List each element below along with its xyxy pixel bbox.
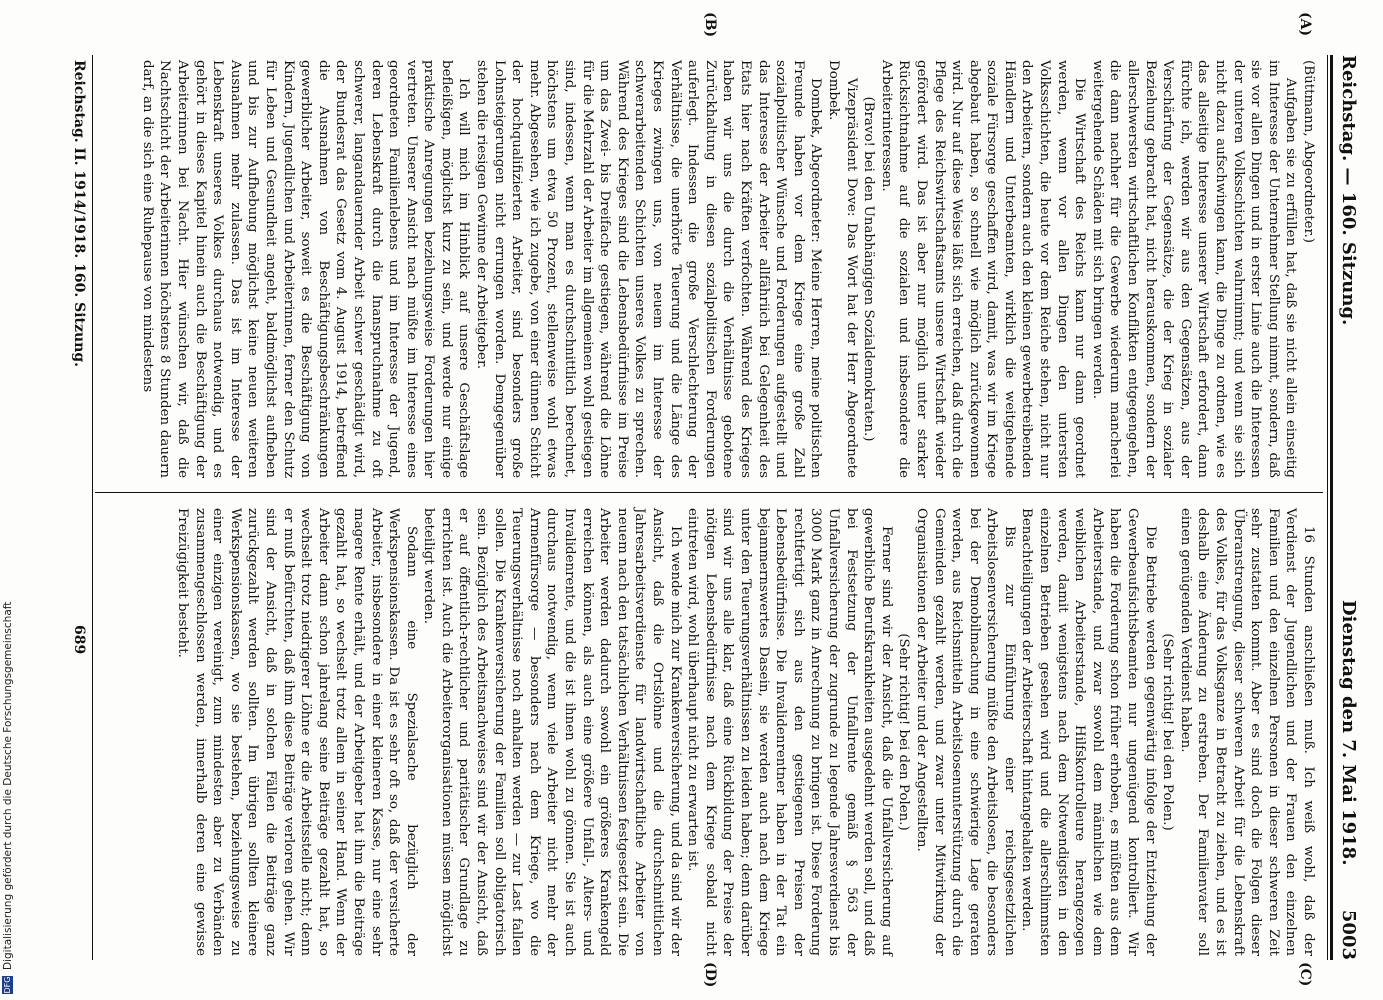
- footer-page-number: 689: [71, 625, 87, 655]
- paragraph: Die Betriebe werden gegenwärtig infolge der Entziehung der Gewerbeaufsichtsbeamten nur ungenügend kontrolliert. Wir haben die Forderung schon früher erhoben, es müßten aus dem Arbeiterstande, und zwar sowohl dem männlichen wie dem weiblichen Arbeiterstande, Hilfskontrolleure herangezogen werden, damit wenigstens nach dem Notwendigsten in den einzelnen Betrieben gesehen wird und die allerschlimmsten Benachteiligungen der Arbeiterschaft hintangehalten werden.: [1019, 508, 1158, 956]
- margin-mark-c: (C): [1297, 962, 1313, 987]
- dfg-logo: DFG: [3, 976, 12, 994]
- paragraph: Die Wirtschaft des Reichs kann nur dann geordnet werden, wenn vor allen Dingen den untersten Volksschichten, die heute vor dem Reiche stehen, nicht nur den Arbeitern, sondern auch den kleinen gewerbetreibenden Händlern und Unterbeamten, wirklich die weitgehende soziale Fürsorge geschaffen wird, damit, was wir im Kriege abgebaut haben, so schnell wie möglich zurückgewonnen wird. Nur auf diese Weise läßt sich erreichen, daß durch die Pflege des Reichswirtschaftsamts unsere Wirtschaft wieder gefördert wird. Das ist aber nur möglich unter starker Rücksichtnahme auf die sozialen und insbesondere die Arbeiterinteressen.: [878, 60, 1088, 478]
- paragraph: Ferner sind wir der Ansicht, daß die Unfallversicherung auf gewerbliche Berufskrankheiten ausgedehnt werden soll, und daß bei Festsetzung der Unfallrente gemäß § 563 der Unfallversicherung der zugrunde zu legende Jahresverdienst bis 3000 Mark ganz in Anrechnung zu bringen ist. Diese Forderung rechtfertigt sich aus den gestiegenen Preisen der Lebensbedürfnisse. Die Invalidenrentner haben in der Tat ein bejammernswertes Dasein, sie werden auch nach dem Kriege unter den Teuerungsverhältnissen zu leiden haben; denn darüber sind wir uns alle klar, daß eine Rückbildung der Preise der nötigen Lebensbedürfnisse nach dem Kriege sobald nicht eintreten wird, wohl überhaupt nicht zu erwarten ist.: [685, 508, 894, 956]
- credit-text: Digitalisierung gefördert durch die Deutsche Forschungsgemeinschaft: [2, 601, 14, 970]
- paragraph: Ich will mich im Hinblick auf unsere Geschäftslage befleißigen, möglichst kurz zu sein, und werde nur einige praktische Anregungen beziehungsweise Forderungen hier vertreten. Unserer Ansicht nach müßte im Interesse eines geordneten Familienlebens und im Interesse der Jugend, deren Lebenskraft durch die Inanspruchnahme zu oft schwerer, langandauernder Arbeit schwer geschädigt wird, der Bundesrat das Gesetz vom 4. August 1914, betreffend die Ausnahmen von Beschäftigungsbeschränkungen gewerblicher Arbeiter, soweit es die Beschäftigung von Kindern, Jugendlichen und Arbeiterinnen, ferner den Schutz für Leben und Gesundheit angeht, baldmöglichst aufheben und bis zur Aufhebung möglichst keine neuen weiteren Ausnahmen mehr zulassen. Das ist im Interesse der Lebenskraft unseres Volkes durchaus notwendig, und es gehört in dieses Kapitel hinein auch die Beschäftigung der Arbeiterinnen bei Nacht. Hier wünschen wir, daß die Nachtschicht der Arbeiterinnen höchstens 8 Stunden dauern darf, an die sich eine Ruhepause von mindestens: [139, 60, 472, 478]
- margin-mark-a: (A): [1297, 12, 1313, 37]
- footer-publication: Reichstag. II. 1914/1918. 160. Sitzung.: [71, 60, 87, 367]
- paragraph: (Büttmann, Abgeordneter.): [1301, 60, 1316, 243]
- paragraph: 16 Stunden anschließen muß. Ich weiß wohl, daß der Verdienst der Jugendlichen und der Frauen den einzelnen Familien und den einzelnen Personen in dieser schweren Zeit sehr zustatten kommt. Aber es sind doch die Folgen dieser Überanstrengung, dieser schweren Arbeit für die Lebenskraft des Volkes, für das Volksganze in Betracht zu ziehen, und es ist deshalb eine Änderung zu erstreben. Der Familienvater soll einen genügenden Verdienst haben.: [1177, 508, 1316, 956]
- paragraph: (Bravo! bei den Unabhängigen Sozialdemokraten.): [861, 96, 877, 442]
- paragraph: Dombek, Abgeordneter: Meine Herren, meine politischen Freunde haben vor dem Kriege eine große Zahl sozialpolitischer Wünsche und Forderungen aufgestellt und das Interesse der Arbeiter allfähriich bei Gelegenheit des Etats hier nach Kräften verfochten. Während des Krieges haben wir uns die durch die Verhältnisse gebotene Zurückhaltung in diesen sozialpolitischen Forderungen auferlegt. Indessen die große Verschlechterung der Verhältnisse, die unerhörte Teuerung und die Länge des Krieges zwingen uns, von neuem im Interesse der schwerarbeitenden Schichten unseres Volkes zu sprechen. Während des Krieges sind die Lebensbedürfnisse im Preise um das Zwei- bis Dreifache gestiegen, während die Löhne für die Mehrzahl der Arbeiter im allgemeinen wohl gestiegen sind, indessen, wenn man es durchschnittlich berechnet, höchstens um etwa 50 Prozent, stellenweise wohl etwas mehr. Abgesehen, wie ich zugebe, von einer dünnen Schicht der hochqualifizierten Arbeiter, sind besonders große Lohnsteigerungen nicht errungen worden. Demgegenüber stehen die riesigen Gewinne der Arbeitgeber.: [474, 60, 824, 478]
- paragraph: Aufgaben sie zu erfüllen hat, daß sie nicht allein einseitig im Interesse der Unternehmer Stellung nimmt, sondern, daß sie vor allen Dingen und in erster Linie auch die Interessen der unteren Volksschichten wahrnimmt; und wenn sie sich nicht dazu aufschwingen kann, die Dinge zu ordnen, wie es das allseitige Interesse unserer Wirtschaft erfordert, dann fürchte ich, werden wir aus den Gegensätzen, aus der Verschärfung der Gegensätze, die der Krieg in sozialer Beziehung gebracht hat, nicht herauskommen, sondern der allerschwersten wirtschaftlichen Konflikten entgegengehen, die dann nachher für die Gewerbe wiederum mancherlei weitergehende Schäden mit sich bringen werden.: [1089, 60, 1299, 478]
- header-page-number: 5003: [1338, 909, 1359, 960]
- header-session-title: Reichstag. — 160. Sitzung.: [1338, 55, 1359, 326]
- paragraph: Bis zur Einführung einer reichsgesetzlichen Arbeitslosenversicherung müßte den Arbeitslosen, die besonders bei der Demobilmachung in eine schwierige Lage geraten werden, aus Reichsmitteln Arbeitslosenunterstützung durch die Gemeinden gezahlt werden, und zwar unter Mitwirkung der Organisationen der Arbeiter und der Angestellten.: [913, 508, 1017, 956]
- margin-mark-b: (B): [702, 12, 718, 38]
- paragraph: (Sehr richtig! bei den Polen.): [1160, 633, 1176, 831]
- paragraph: (Sehr richtig! bei den Polen.): [896, 633, 912, 831]
- paragraph: Sodann eine Spezialsache bezüglich der Werkspensionskassen. Da ist es sehr oft so, daß der versicherte Arbeiter, insbesondere in einer kleineren Kasse, nur eine sehr magere Rente erhält, und der Arbeitgeber hat ihm die Beiträge gezahlt hat, so wechselt trotz allem in seiner Hand. Wenn der Arbeiter dann schon jahrelang seine Beiträge gezahlt hat, so wechselt trotz niedrigerer Löhne er die Arbeitsstelle nicht; denn er muß befürchten, daß ihm diese Beiträge verloren gehen. Wir sind der Ansicht, daß in solchen Fällen die Beiträge ganz zurückgezahlt werden sollten. Im übrigen sollten kleinere Werkspensionskassen, wo sie bestehen, beziehungsweise zu einer einzigen vereinigt, zum mindesten aber zu Verbänden zusammengeschlossen werden, innerhalb deren eine gewisse Freizügigkeit besteht.: [175, 508, 419, 956]
- header-date: Dienstag den 7. Mai 1918.: [1338, 600, 1359, 866]
- paragraph: Vizepräsident Dove: Das Wort hat der Herr Abgeordnete Dombek.: [825, 60, 859, 478]
- margin-mark-d: (D): [702, 962, 718, 988]
- paragraph: Ich wende mich zur Krankenversicherung, und da sind wir der Ansicht, daß die Ortslöhne und die durchschnittlichen Jahresarbeitsverdienste für landwirtschaftliche Arbeiter von neuem nach den tatsächlichen Verhältnissen festgesetzt sein. Die Arbeiter werden dadurch sowohl ein größeres Krankengeld erreichen können, als auch eine größere Unfall-, Alters- und Invalidenrente, und die ist ihnen wohl zu gönnen. Sie ist auch durchaus notwendig, wenn viele Arbeiter nicht mehr der Armenfürsorge — besonders nach dem Kriege, wo die Teuerungsverhältnisse noch anhalten werden — zur Last fallen sollen. Die Krankenversicherung der Familien soll obligatorisch sein. Bezüglich des Arbeitsnachweises sind wir der Ansicht, daß er auf öffentlich-rechtlicher und paritätischer Grundlage zu errichten ist. Auch die Arbeiterorganisationen müssen möglichst beteiligt werden.: [421, 508, 683, 956]
